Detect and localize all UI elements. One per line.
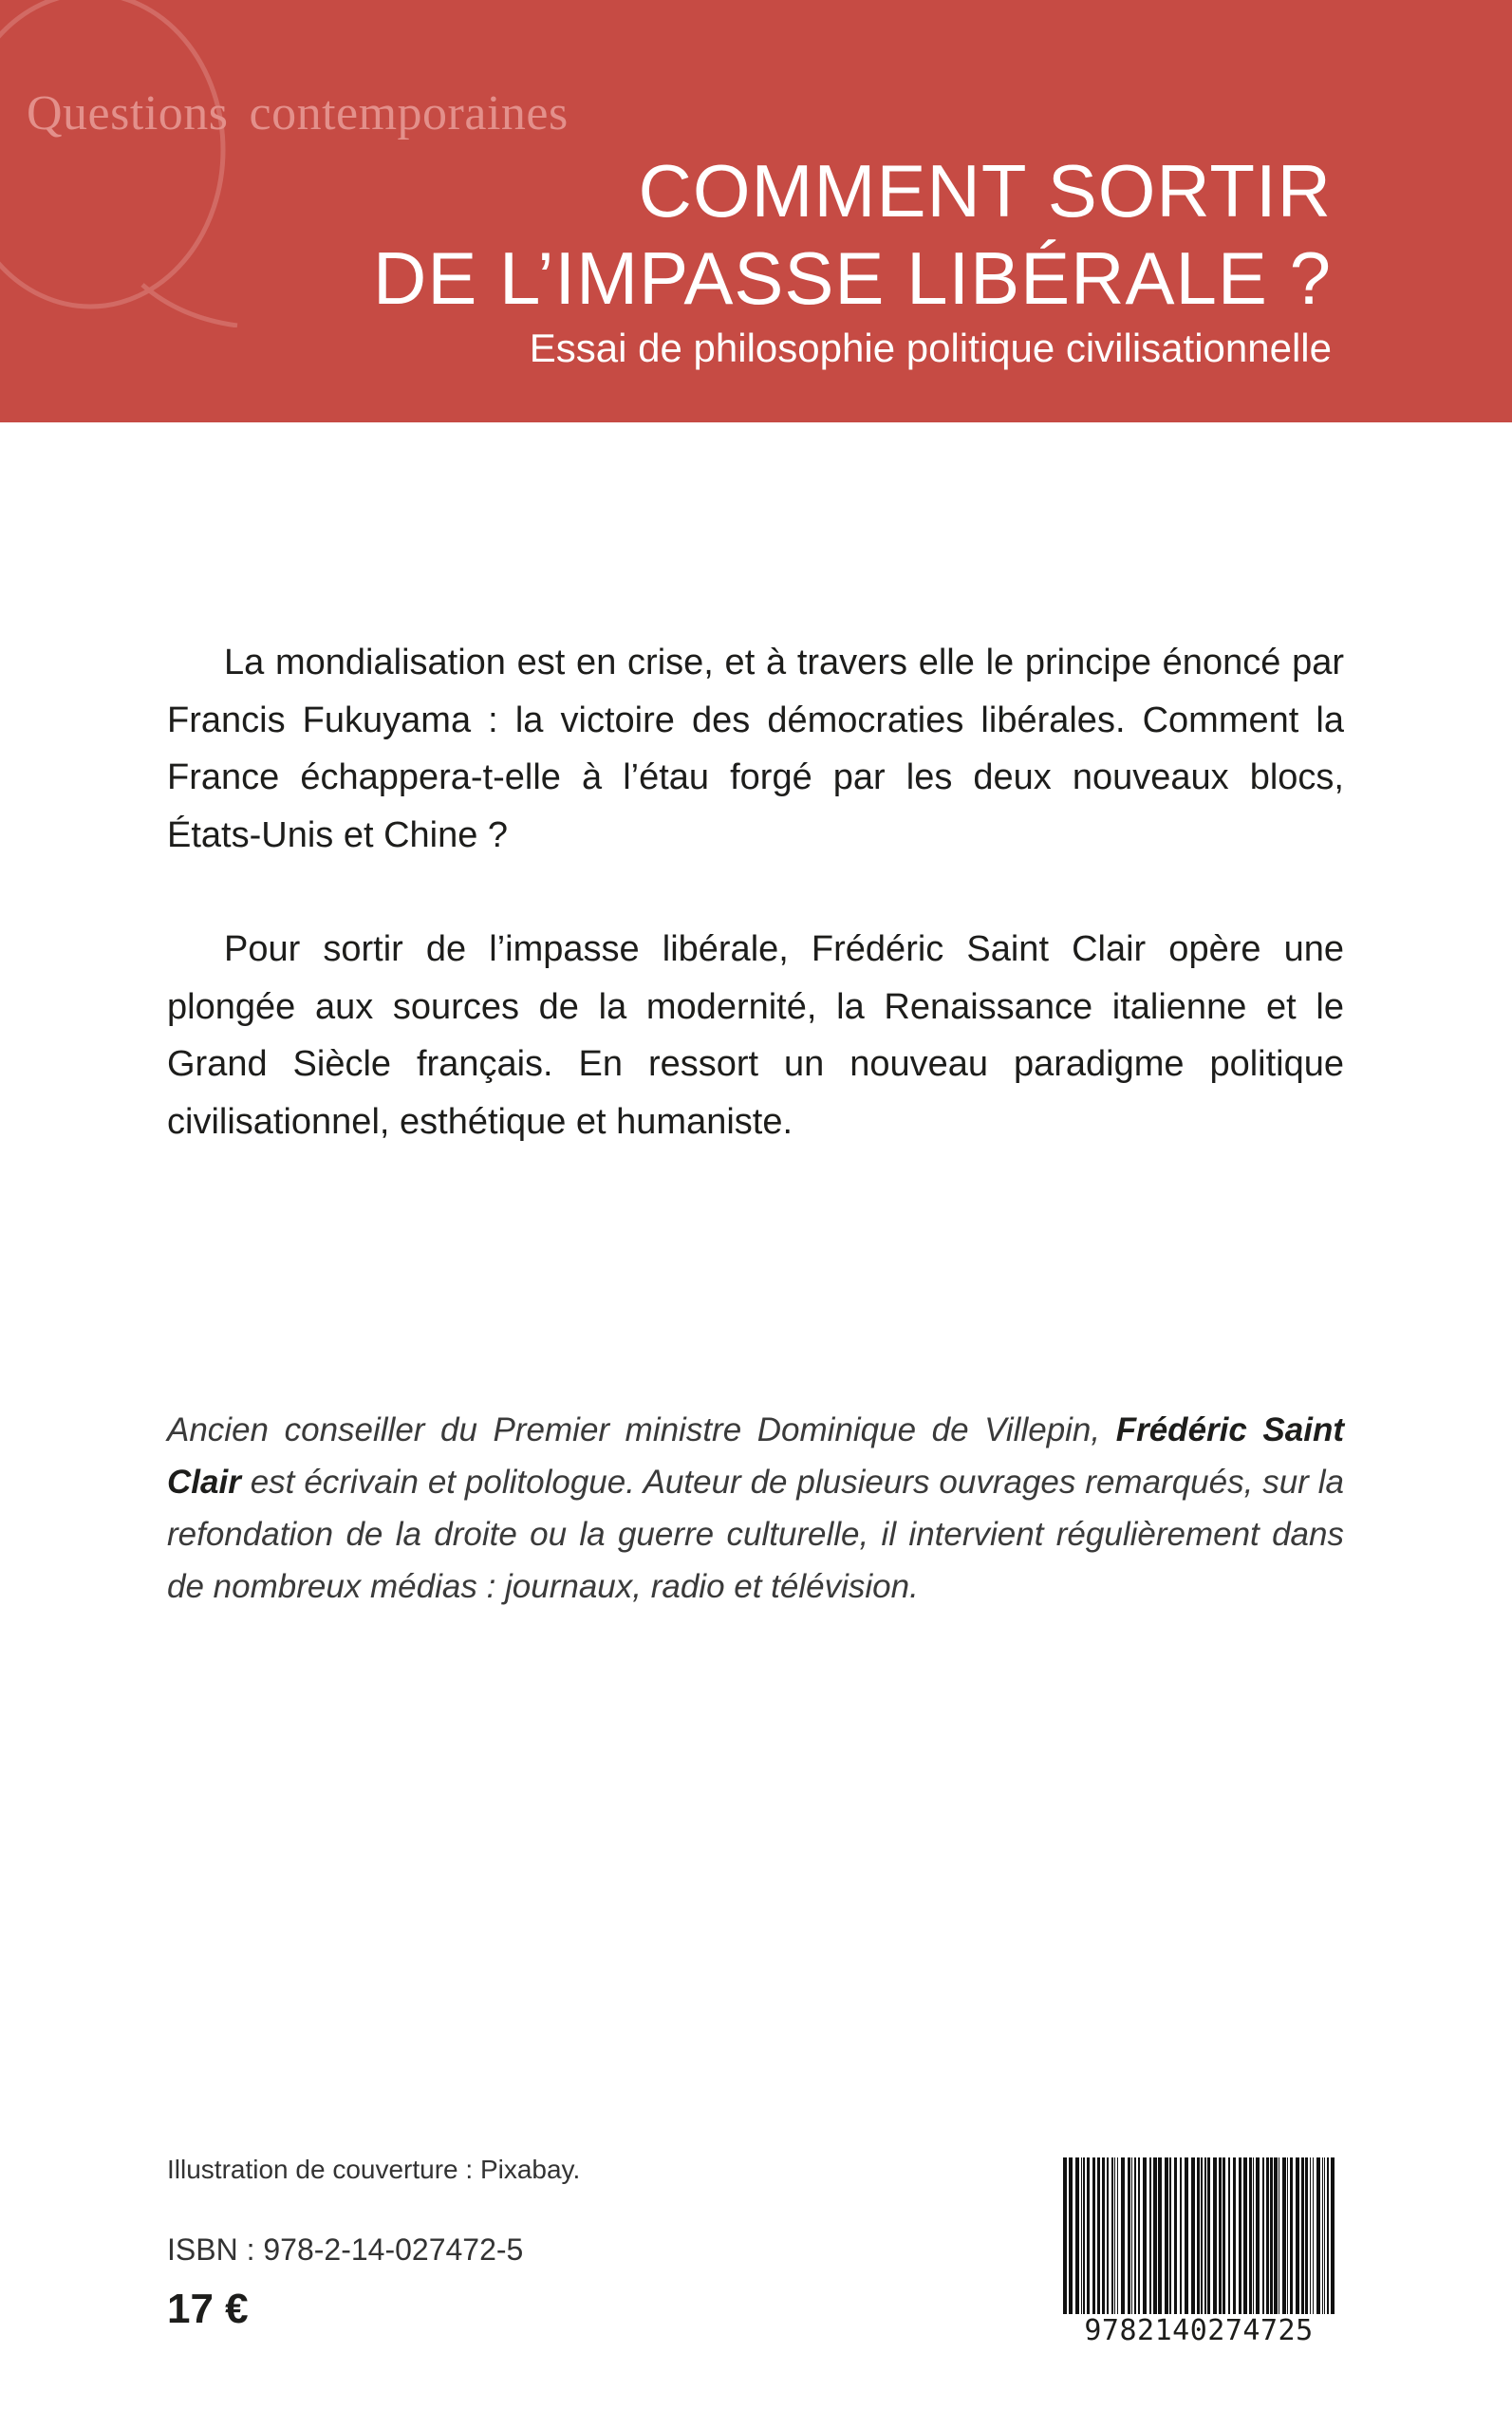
book-subtitle: Essai de philosophie politique civilisationnelle	[529, 326, 1332, 370]
book-title-line-2: DE L’IMPASSE LIBÉRALE ?	[373, 236, 1332, 320]
book-price: 17 €	[167, 2286, 249, 2332]
cover-header	[0, 0, 1512, 422]
author-bio-intro: Ancien conseiller du Premier ministre Dominique de Villepin,	[167, 1411, 1116, 1448]
book-summary	[167, 634, 1344, 1150]
isbn-number: ISBN : 978-2-14-027472-5	[167, 2232, 524, 2267]
book-title-line-1: COMMENT SORTIR	[638, 149, 1332, 233]
cover-illustration-credit: Illustration de couverture : Pixabay.	[167, 2155, 581, 2184]
author-name: Frédéric Saint Clair	[167, 1411, 1344, 1501]
book-title	[373, 147, 1332, 322]
series-q-logo-icon	[0, 0, 285, 327]
barcode-digits: 9782140274725	[1052, 2314, 1346, 2347]
isbn-barcode	[1052, 2150, 1346, 2347]
series-word-contemporaines: contemporaines	[249, 86, 569, 140]
series-word-questions: Questions	[27, 86, 229, 140]
series-name	[27, 85, 569, 141]
summary-paragraph-2: Pour sortir de l’impasse libérale, Frédéric Saint Clair opère une plongée aux sources de la modernité, la Renaissance italienne et le Grand Siècle français. En ressort un nouveau paradigme politique civilisationnel, esthétique et humaniste.	[167, 929, 1344, 1142]
summary-paragraph-1: La mondialisation est en crise, et à travers elle le principe énoncé par Francis Fukuyama : la victoire des démocraties libérales. Comment la France échappera-t-elle à l’étau forgé par les deux nouveaux blocs, États-Unis et Chine ?	[167, 643, 1344, 855]
author-bio-rest: est écrivain et politologue. Auteur de plusieurs ouvrages remarqués, sur la refondation de la droite ou la guerre culturelle, il intervient régulièrement dans de nombreux médias : journaux, radio et télévision.	[167, 1464, 1344, 1605]
author-bio	[167, 1404, 1344, 1613]
